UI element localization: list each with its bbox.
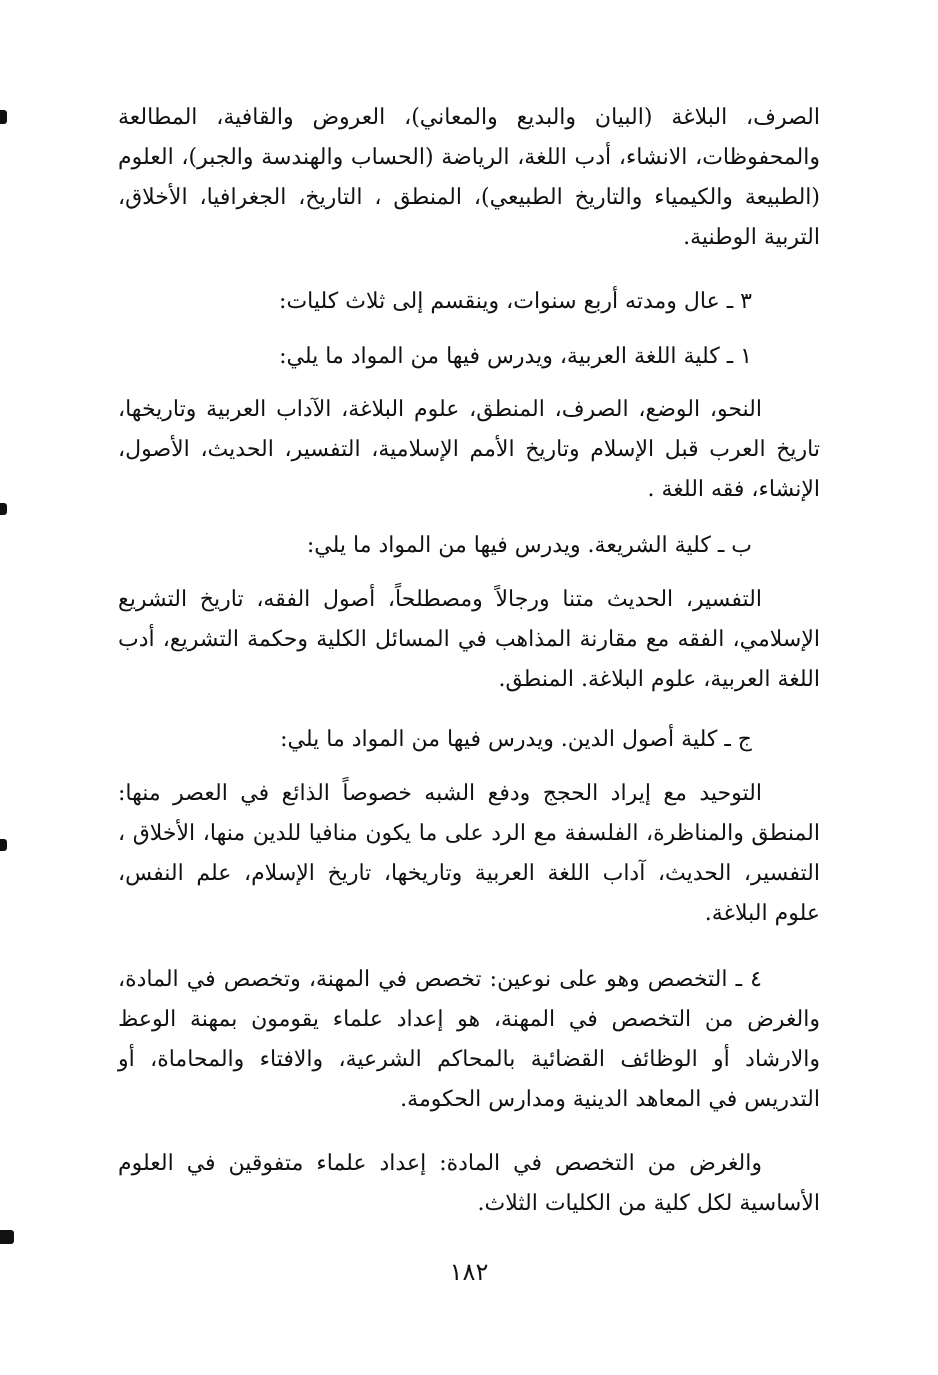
paragraph-sharia-college-subjects: التفسير، الحديث متنا ورجالاً ومصطلحاً، أصول الفقه، تاريخ التشريع الإسلامي، الفقه مع مقارنة المذاهب في المسائل الكلية وحكمة التشريع، أدب اللغة العربية، علوم البلاغة. المنطق. [118, 587, 820, 692]
scan-edge-mark [0, 839, 7, 851]
paragraph-subject-specialization: والغرض من التخصص في المادة: إعداد علماء متفوقين في العلوم الأساسية لكل كلية من الكليات الثلاث. [118, 1151, 820, 1216]
page-number: ١٨٢ [449, 1258, 489, 1286]
heading-arabic-college: ١ ـ كلية اللغة العربية، ويدرس فيها من المواد ما يلي: [279, 344, 752, 369]
paragraph-arabic-college-subjects: النحو، الوضع، الصرف، المنطق، علوم البلاغة، الآداب العربية وتاريخها، تاريخ العرب قبل الإسلام وتاريخ الأمم الإسلامية، التفسير، الحديث، الأصول، الإنشاء، فقه اللغة . [118, 397, 820, 502]
heading-higher-stage: ٣ ـ عال ومدته أربع سنوات، وينقسم إلى ثلاث كليات: [279, 289, 752, 314]
scan-edge-mark [0, 503, 7, 515]
paragraph-specialization: ٤ ـ التخصص وهو على نوعين: تخصص في المهنة، وتخصص في المادة، والغرض من التخصص في المهنة، هو إعداد علماء يقومون بمهنة الوعظ والارشاد أو الوظائف القضائية بالمحاكم الشرعية، والافتاء والمحاماة، أو التدريس في المعاهد الدينية ومدارس الحكومة. [118, 967, 820, 1112]
scan-edge-mark [0, 1230, 14, 1244]
heading-sharia-college: ب ـ كلية الشريعة. ويدرس فيها من المواد ما يلي: [306, 533, 752, 558]
heading-usul-al-din-college: ج ـ كلية أصول الدين. ويدرس فيها من المواد ما يلي: [280, 727, 752, 752]
scan-edge-mark [0, 110, 7, 124]
paragraph-subjects-continued: الصرف، البلاغة (البيان والبديع والمعاني)، العروض والقافية، المطالعة والمحفوظات، الانشاء، أدب اللغة، الرياضة (الحساب والهندسة والجبر)، العلوم (الطبيعة والكيمياء والتاريخ الطبيعي)، المنطق ، التاريخ، الجغرافيا، الأخلاق، التربية الوطنية. [118, 105, 820, 250]
paragraph-usul-al-din-subjects: التوحيد مع إيراد الحجج ودفع الشبه خصوصاً الذائع في العصر منها: المنطق والمناظرة، الفلسفة مع الرد على ما يكون منافيا للدين منها، الأخلاق ، التفسير، الحديث، آداب اللغة العربية وتاريخها، تاريخ الإسلام، علم النفس، علوم البلاغة. [118, 781, 820, 926]
